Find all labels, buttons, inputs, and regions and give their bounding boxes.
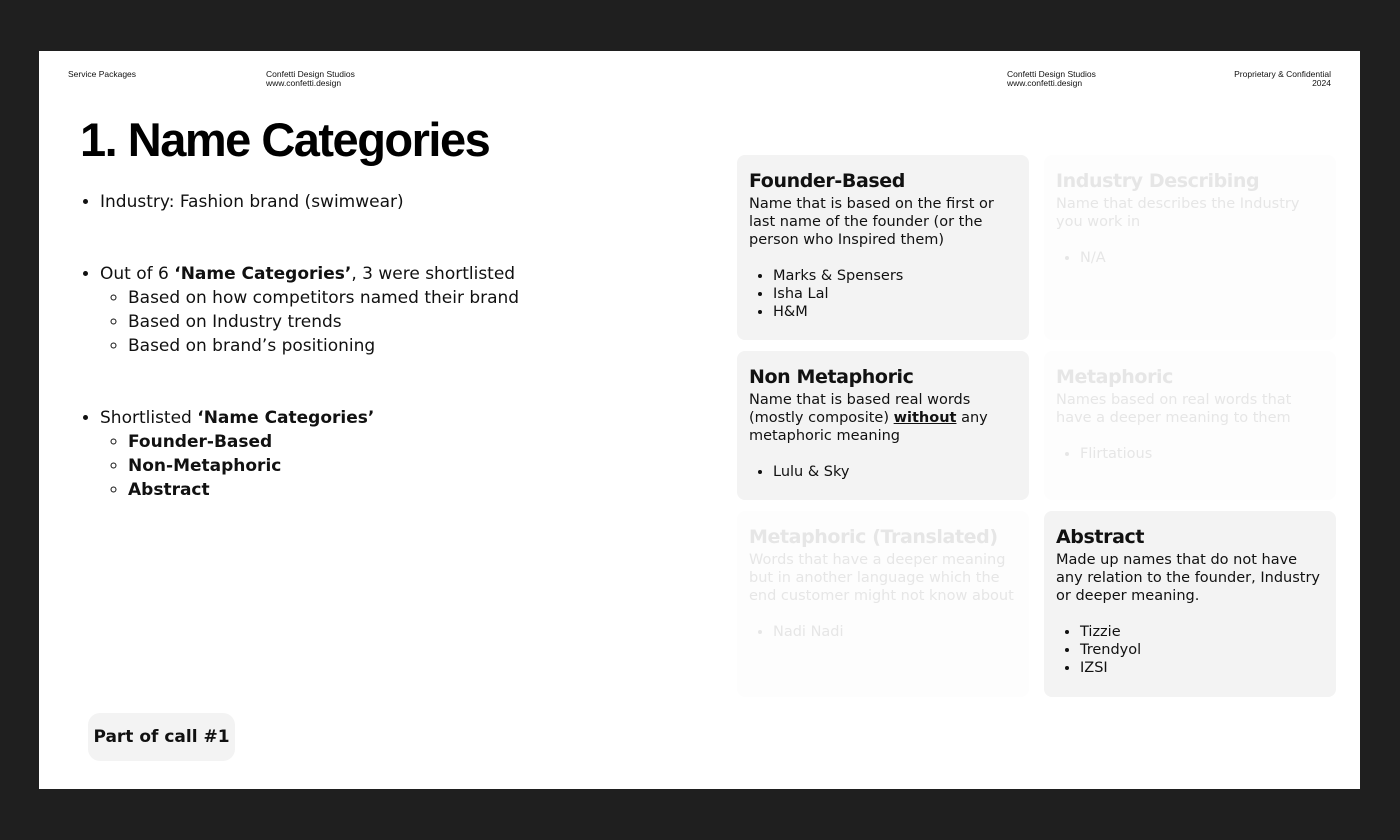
example-list — [749, 267, 1017, 321]
card-metaphoric-translated — [737, 511, 1029, 697]
text: Name that is based real words (mostly composite) — [749, 392, 971, 426]
card-title: Metaphoric (Translated) — [749, 526, 998, 548]
card-title: Metaphoric — [1056, 366, 1174, 388]
section-label: Service Packages — [68, 69, 137, 79]
list-item: • Isha Lal — [773, 285, 1017, 303]
text: Out of 6 — [100, 264, 175, 284]
list-item: • N/A — [1080, 249, 1324, 267]
text: , 3 were shortlisted — [351, 264, 516, 284]
call-badge: Part of call #1 — [88, 713, 235, 761]
industry-block — [80, 190, 404, 214]
studio-site: www.confetti.design — [266, 78, 342, 88]
card-title: Industry Describing — [1056, 170, 1260, 192]
year-label: 2024 — [1312, 78, 1331, 88]
card-abstract — [1044, 511, 1336, 697]
card-title: Non Metaphoric — [749, 366, 914, 388]
list-item: ◦ Non-Metaphoric — [128, 454, 374, 478]
card-non-metaphoric — [737, 351, 1029, 500]
text-bold: ‘Name Categories’ — [197, 408, 375, 428]
card-founder-based — [737, 155, 1029, 340]
card-description: Words that have a deeper meaning but in another language which the end customer might not know about — [749, 552, 1014, 604]
card-title: Founder-Based — [749, 170, 905, 192]
example-list — [1056, 249, 1324, 267]
list-item: ◦ Based on how competitors named their brand — [128, 286, 519, 310]
card-description — [749, 391, 1017, 445]
card-description: Made up names that do not have any relation to the founder, Industry or deeper meaning. — [1056, 552, 1321, 604]
list-item: ◦ Based on brand’s positioning — [128, 334, 519, 358]
list-item: ◦ Based on Industry trends — [128, 310, 519, 334]
header-section — [68, 70, 136, 79]
list-item: • Lulu & Sky — [773, 463, 1017, 481]
page-title: 1. Name Categories — [80, 113, 490, 166]
list-item: • Tizzie — [1080, 623, 1324, 641]
text-bold: ‘Name Categories’ — [174, 264, 352, 284]
card-metaphoric — [1044, 351, 1336, 500]
header-studio-right — [1007, 70, 1096, 88]
list-item: • Flirtatious — [1080, 445, 1324, 463]
shortlisted-block — [80, 406, 374, 502]
example-list — [1056, 445, 1324, 463]
example-list — [749, 463, 1017, 481]
list-item: ◦ Abstract — [128, 478, 374, 502]
studio-name: Confetti Design Studios — [266, 69, 355, 79]
list-item: • Trendyol — [1080, 641, 1324, 659]
studio-name: Confetti Design Studios — [1007, 69, 1096, 79]
card-industry-describing — [1044, 155, 1336, 340]
card-description: Names based on real words that have a deeper meaning to them — [1056, 392, 1292, 426]
card-description: Name that is based on the first or last name of the founder (or the person who Inspired them) — [749, 196, 994, 248]
text: any metaphoric meaning — [749, 410, 988, 444]
slide — [39, 51, 1360, 789]
list-item: • Marks & Spensers — [773, 267, 1017, 285]
list-item: ◦ Founder-Based — [128, 430, 374, 454]
list-item: • IZSI — [1080, 659, 1324, 677]
list-item: • H&M — [773, 303, 1017, 321]
studio-site: www.confetti.design — [1007, 78, 1083, 88]
list-item: • Nadi Nadi — [773, 623, 1017, 641]
text-emphasis: without — [893, 410, 957, 426]
card-title: Abstract — [1056, 526, 1145, 548]
text: Shortlisted — [100, 408, 198, 428]
confidential-label: Proprietary & Confidential — [1234, 69, 1331, 79]
list-item: • Industry: Fashion brand (swimwear) — [100, 190, 404, 214]
example-list — [1056, 623, 1324, 677]
list-item — [100, 262, 519, 358]
example-list — [749, 623, 1017, 641]
header-studio-left — [266, 70, 355, 88]
card-description: Name that describes the Industry you work in — [1056, 196, 1300, 230]
categories-block — [80, 262, 519, 358]
list-item — [100, 406, 374, 502]
header-confidential — [1234, 70, 1331, 88]
